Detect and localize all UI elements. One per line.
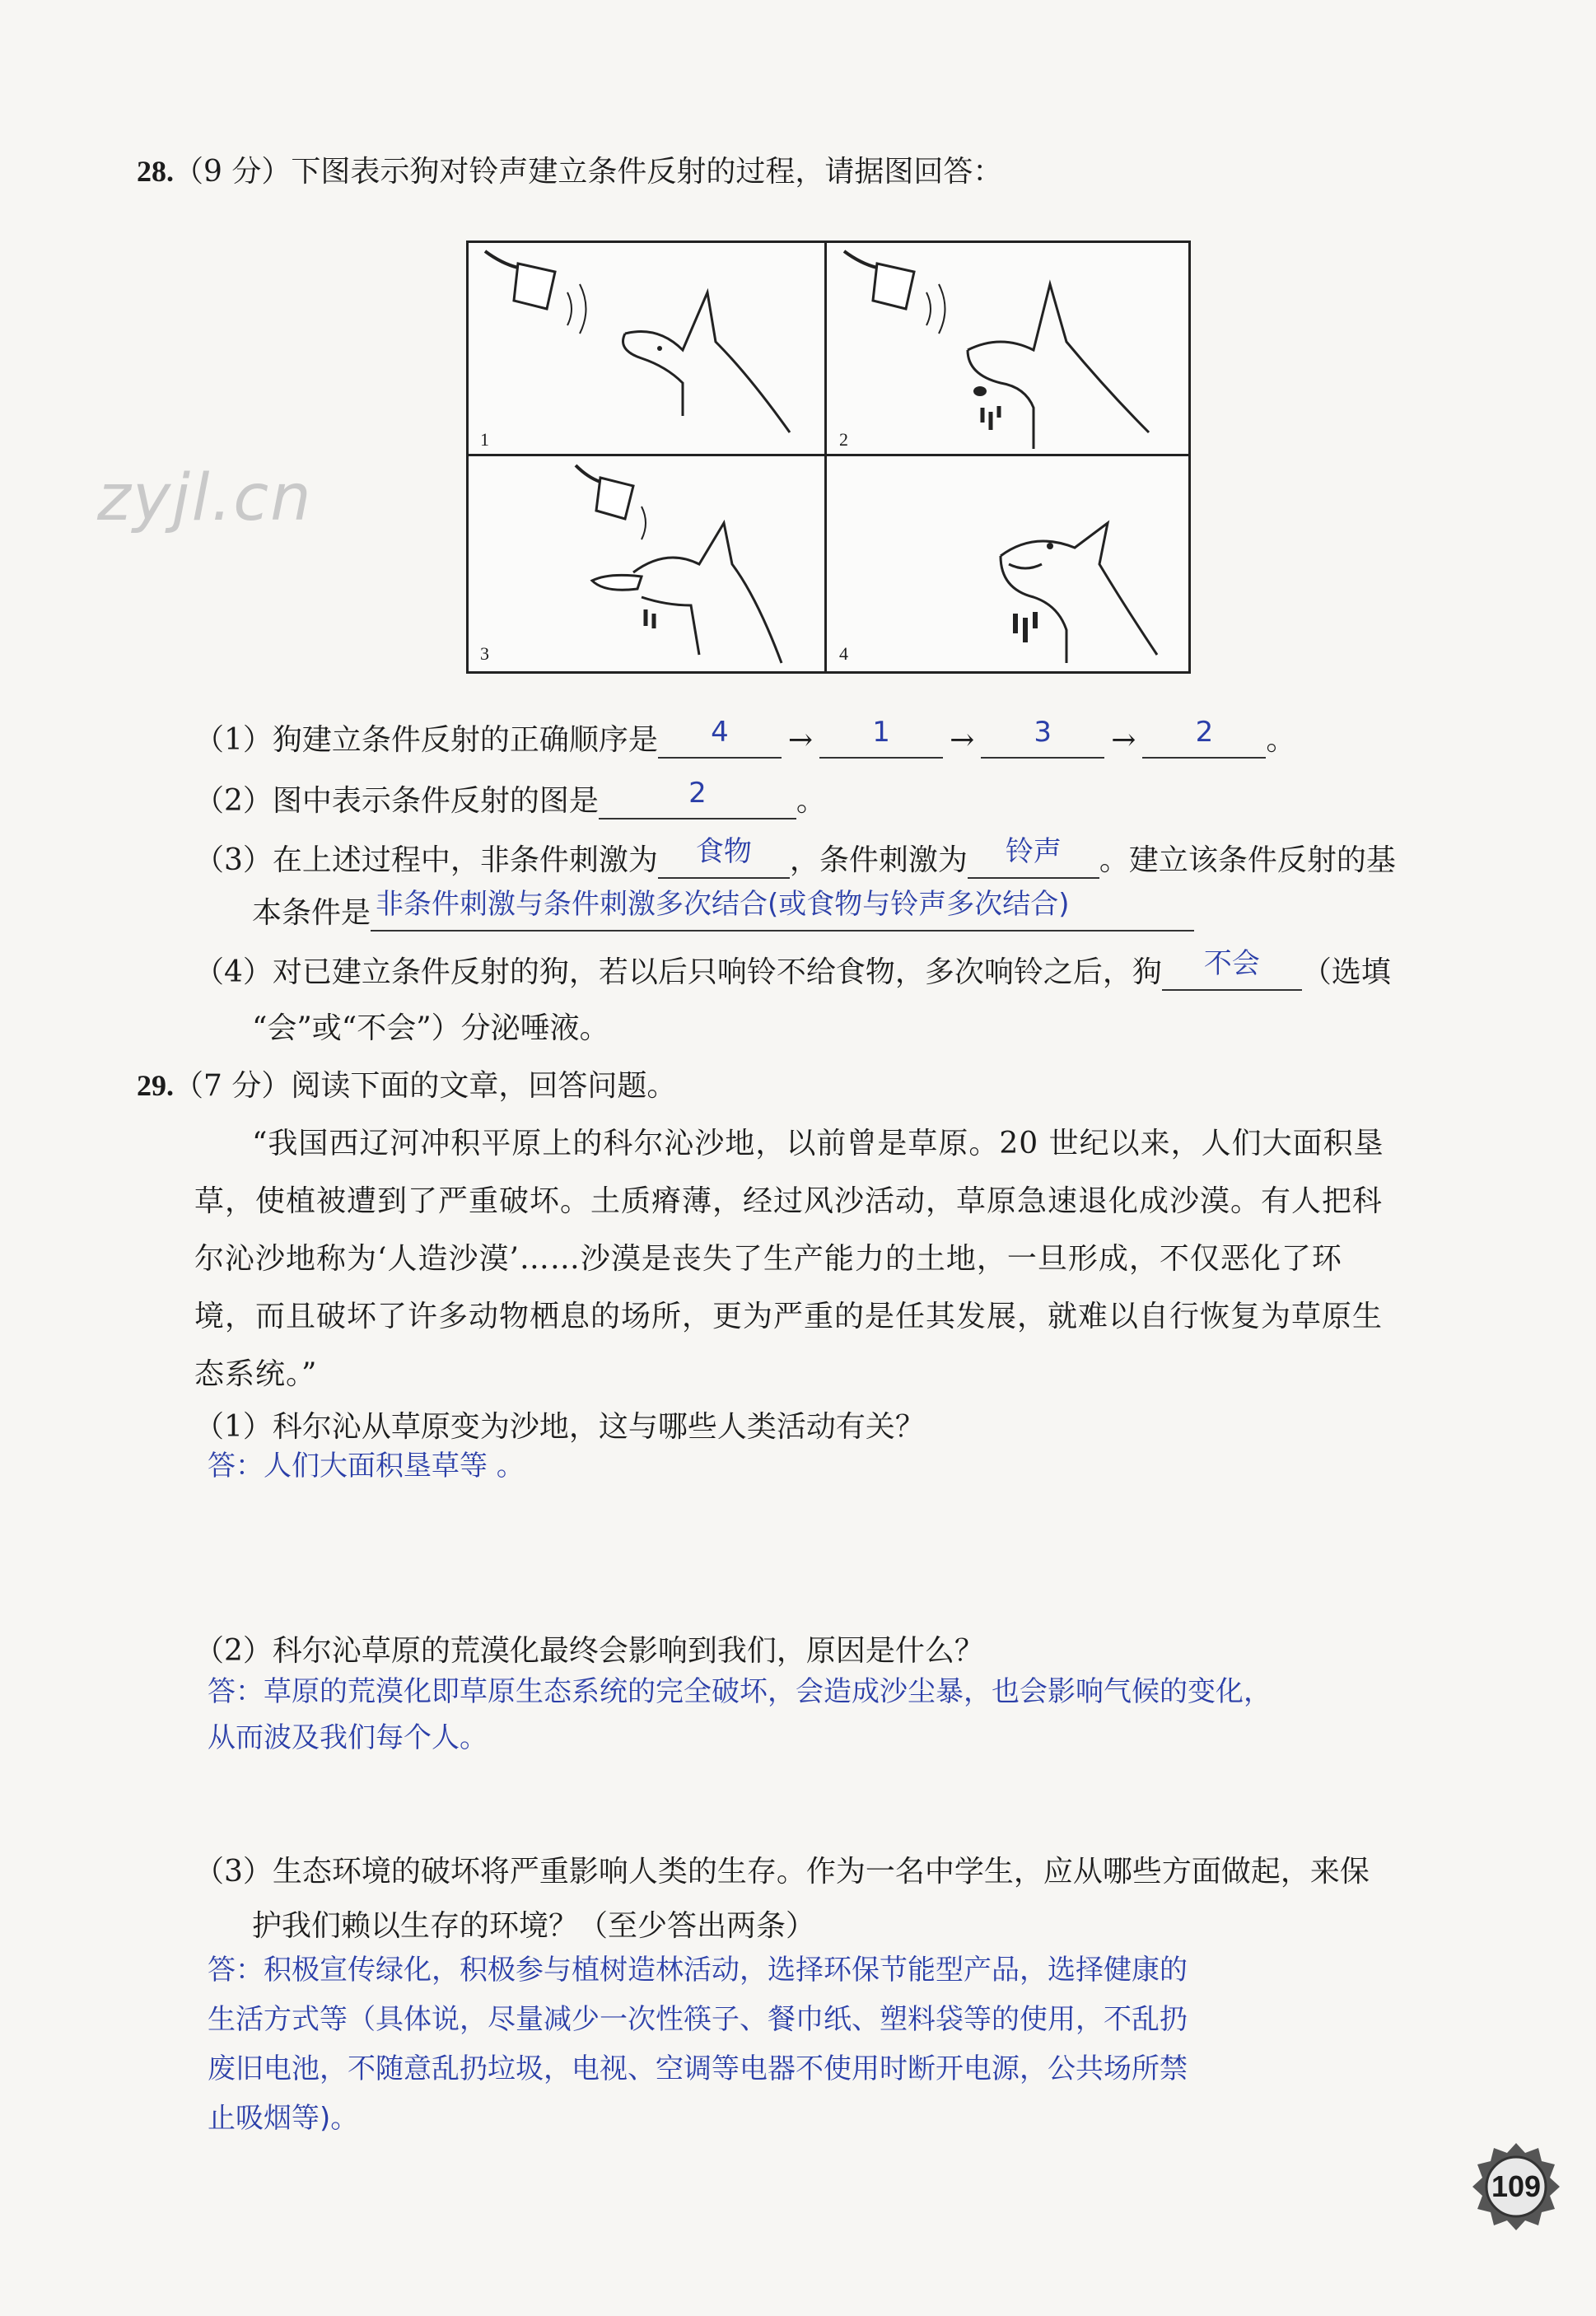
q28-part2-label: （2）图中表示条件反射的图是 bbox=[194, 784, 599, 818]
q28-part3-text-b: ，条件刺激为 bbox=[789, 843, 968, 877]
q28-part2 bbox=[194, 777, 826, 819]
q29-passage-line: 态系统。” bbox=[194, 1357, 318, 1391]
q29-number: 29. bbox=[137, 1069, 174, 1102]
q29-part3-answer-line: 废旧电池，不随意乱扔垃圾，电视、空调等电器不使用时断开电源，公共场所禁 bbox=[208, 2052, 1188, 2085]
answer-blank[interactable] bbox=[658, 716, 782, 759]
q28-part4-text-b: （选填 bbox=[1301, 955, 1391, 989]
period: 。 bbox=[796, 784, 826, 818]
q29-part2-answer-line: 答：草原的荒漠化即草原生态系统的完全破坏，会造成沙尘暴，也会影响气候的变化， bbox=[208, 1675, 1272, 1708]
q29-part3-answer-line: 生活方式等（具体说，尽量减少一次性筷子、餐巾纸、塑料袋等的使用，不乱扔 bbox=[208, 2003, 1188, 2036]
panel-number: 2 bbox=[839, 429, 848, 450]
q28-part1 bbox=[194, 717, 1295, 759]
q28-part3-line2 bbox=[252, 890, 1194, 932]
q28-header-text: （9 分）下图表示狗对铃声建立条件反射的过程，请据图回答： bbox=[174, 155, 1003, 189]
answer-text: 不会 bbox=[1203, 947, 1260, 980]
answer-blank[interactable] bbox=[981, 716, 1104, 759]
answer-text: 非条件刺激与条件刺激多次结合(或食物与铃声多次结合) bbox=[376, 888, 1070, 921]
panel-number: 4 bbox=[839, 643, 848, 664]
panel-number: 1 bbox=[480, 429, 489, 450]
q28-part3-text-a: （3）在上述过程中，非条件刺激为 bbox=[194, 843, 658, 877]
answer-text: 2 bbox=[1195, 716, 1214, 749]
q29-part1-answer: 答：人们大面积垦草等 。 bbox=[208, 1450, 525, 1483]
answer-text: 2 bbox=[688, 777, 707, 810]
q28-part3 bbox=[194, 837, 1396, 879]
q28-part4-text-a: （4）对已建立条件反射的狗，若以后只响铃不给食物，多次响铃之后，狗 bbox=[194, 955, 1162, 989]
dog-salivating-illustration bbox=[828, 457, 1185, 670]
answer-text: 1 bbox=[872, 716, 890, 749]
q29-part3-answer-line: 止吸烟等)。 bbox=[208, 2102, 359, 2135]
answer-blank[interactable] bbox=[1142, 716, 1266, 759]
q28-part1-label: （1）狗建立条件反射的正确顺序是 bbox=[194, 723, 658, 757]
q28-number: 28. bbox=[137, 155, 174, 188]
page-number: 109 bbox=[1491, 2169, 1542, 2203]
figure-panel-4 bbox=[828, 457, 1185, 670]
q29-header bbox=[137, 1062, 676, 1104]
q29-passage-line: 尔沁沙地称为‘人造沙漠’……沙漠是丧失了生产能力的土地，一旦形成，不仅恶化了环 bbox=[194, 1242, 1342, 1276]
answer-blank[interactable] bbox=[658, 835, 790, 879]
bell-dog-illustration bbox=[469, 243, 826, 455]
figure-panel-3 bbox=[469, 457, 826, 670]
q29-part2-answer-line: 从而波及我们每个人。 bbox=[208, 1721, 488, 1754]
arrow-icon: → bbox=[1111, 723, 1136, 757]
figure-panel-2 bbox=[828, 243, 1185, 455]
answer-text: 食物 bbox=[695, 835, 752, 868]
q29-part3-question-line: 护我们赖以生存的环境？（至少答出两条） bbox=[252, 1909, 816, 1943]
panel-number: 3 bbox=[480, 643, 489, 664]
dog-reflex-figure bbox=[466, 240, 1191, 674]
q28-part4-line2: “会”或“不会”）分泌唾液。 bbox=[252, 1011, 609, 1045]
figure-panel-1 bbox=[469, 243, 826, 455]
q29-part3-answer-line: 答：积极宣传绿化，积极参与植树造林活动，选择环保节能型产品，选择健康的 bbox=[208, 1954, 1188, 1987]
period: 。 bbox=[1266, 723, 1296, 757]
bell-food-dog-illustration bbox=[469, 457, 826, 670]
arrow-icon: → bbox=[950, 723, 975, 757]
answer-text: 3 bbox=[1034, 716, 1052, 749]
arrow-icon: → bbox=[787, 723, 814, 757]
answer-blank[interactable] bbox=[371, 888, 1194, 932]
q29-part1-question: （1）科尔沁从草原变为沙地，这与哪些人类活动有关？ bbox=[194, 1410, 925, 1444]
answer-text: 铃声 bbox=[1005, 835, 1062, 868]
answer-blank[interactable] bbox=[968, 835, 1099, 879]
q29-passage-line: 境，而且破坏了许多动物栖息的场所，更为严重的是任其发展，就难以自行恢复为草原生 bbox=[194, 1300, 1384, 1333]
q29-part2-question: （2）科尔沁草原的荒漠化最终会影响到我们，原因是什么？ bbox=[194, 1634, 984, 1668]
q28-part3-text-d: 本条件是 bbox=[252, 896, 371, 930]
bell-dog-salivating-illustration bbox=[828, 243, 1185, 455]
q28-part4 bbox=[194, 949, 1391, 991]
q29-header-text: （7 分）阅读下面的文章，回答问题。 bbox=[174, 1069, 677, 1103]
q29-passage-line: 草，使植被遭到了严重破坏。土质瘠薄，经过风沙活动，草原急速退化成沙漠。有人把科 bbox=[194, 1184, 1384, 1218]
q29-passage-line: “我国西辽河冲积平原上的科尔沁沙地，以前曾是草原。20 世纪以来，人们大面积垦 bbox=[252, 1127, 1384, 1160]
page-number-badge bbox=[1471, 2141, 1561, 2232]
watermark-logo: zyjl.cn bbox=[97, 461, 313, 535]
answer-blank[interactable] bbox=[1162, 947, 1302, 991]
answer-blank[interactable] bbox=[599, 777, 796, 819]
q29-part3-question-line: （3）生态环境的破坏将严重影响人类的生存。作为一名中学生，应从哪些方面做起，来保 bbox=[194, 1855, 1370, 1889]
q28-part3-text-c: 。建立该条件反射的基 bbox=[1099, 843, 1396, 877]
q28-header bbox=[137, 148, 1002, 190]
answer-blank[interactable] bbox=[819, 716, 943, 759]
answer-text: 4 bbox=[711, 716, 729, 749]
